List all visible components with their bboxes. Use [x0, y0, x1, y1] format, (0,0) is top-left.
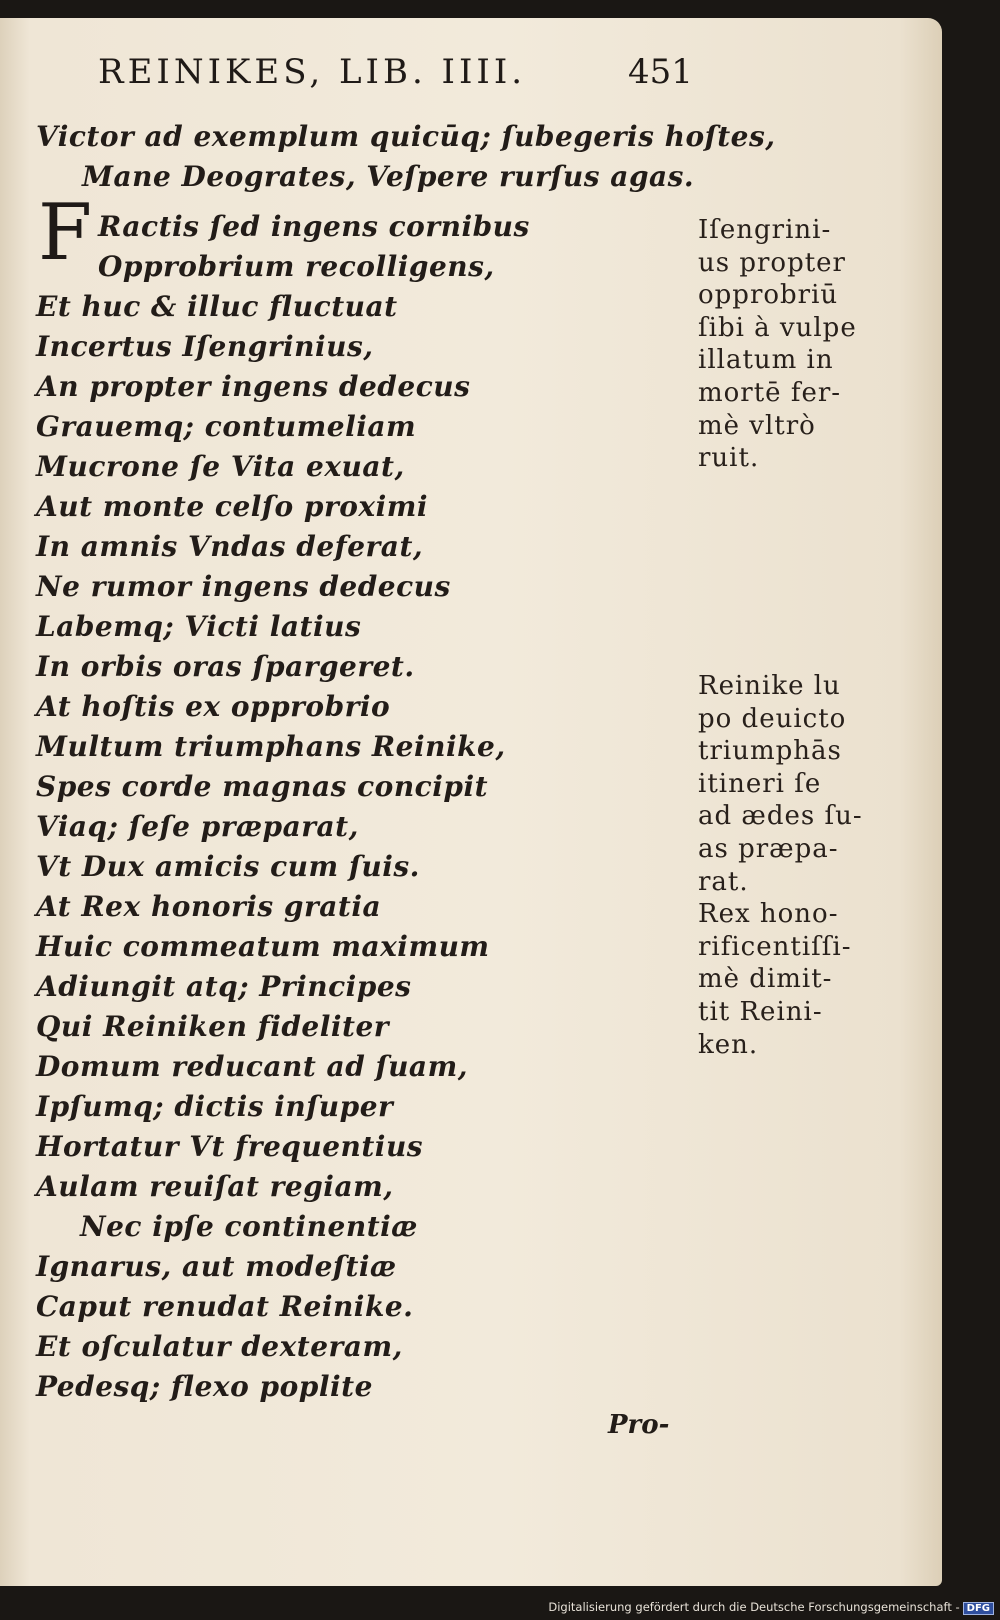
poem-line: Adiungit atq; Principes: [36, 970, 412, 1003]
margin-note-line: rificentiſſi-: [698, 931, 852, 962]
margin-note-line: po deuicto: [698, 703, 847, 734]
poem-line: At Rex honoris gratia: [36, 890, 382, 923]
poem-line: Et huc & illuc fluctuat: [36, 290, 398, 323]
poem-line: Ipſumq; dictis inſuper: [36, 1090, 394, 1123]
margin-note-line: itineri ſe: [698, 768, 822, 799]
margin-note-line: as præpa-: [698, 833, 839, 864]
poem-line: Aulam reuiſat regiam,: [36, 1170, 394, 1203]
margin-note-line: ſibi à vulpe: [698, 312, 857, 343]
folio-number: 451: [628, 52, 693, 92]
top-verse-line: Mane Deogrates, Veſpere rurſus agas.: [82, 160, 695, 193]
poem-line: Incertus Iſengrinius,: [36, 330, 374, 363]
poem-line: Spes corde magnas concipit: [36, 770, 489, 803]
poem-line: Huic commeatum maximum: [36, 930, 490, 963]
poem-line: At hoſtis ex opprobrio: [36, 690, 391, 723]
poem-line: Hortatur Vt frequentius: [36, 1130, 424, 1163]
poem-line: In orbis oras ſpargeret.: [36, 650, 415, 683]
poem-line: Ignarus, aut modeſtiæ: [36, 1250, 397, 1283]
poem-line: Mucrone ſe Vita exuat,: [36, 450, 405, 483]
margin-note-line: illatum in: [698, 345, 834, 376]
poem-line: Pedesq; flexo poplite: [36, 1370, 373, 1403]
poem-line: Nec ipſe continentiæ: [80, 1210, 418, 1243]
poem-line: Domum reducant ad ſuam,: [36, 1050, 468, 1083]
margin-note-reinike: [698, 670, 878, 1061]
poem-line: Et oſculatur dexteram,: [36, 1330, 403, 1363]
margin-note-isengrinius: [698, 214, 878, 475]
margin-note-line: opprobriū: [698, 280, 839, 311]
poem-line: Multum triumphans Reinike,: [36, 730, 506, 763]
drop-capital: F: [38, 188, 93, 278]
poem-line: Labemq; Victi latius: [36, 610, 362, 643]
running-head: [98, 52, 698, 92]
poem-line: An propter ingens dedecus: [36, 370, 471, 403]
poem-line: Ractis ſed ingens cornibus: [98, 210, 530, 243]
margin-note-line: Iſengrini-: [698, 215, 832, 245]
margin-note-line: us propter: [698, 247, 846, 278]
margin-note-line: mè vltrò: [698, 410, 816, 441]
margin-note-line: mortē fer-: [698, 377, 842, 408]
margin-note-line: rat.: [698, 866, 749, 897]
poem-line: In amnis Vndas deferat,: [36, 530, 424, 563]
dfg-logo: DFG: [963, 1602, 994, 1615]
poem-line: Aut monte celſo proximi: [36, 490, 428, 523]
digitization-footer: [548, 1600, 994, 1615]
margin-note-line: mè dimit-: [698, 964, 833, 995]
margin-note-line: ken.: [698, 1029, 759, 1060]
margin-note-line: Reinike lu: [698, 671, 841, 701]
footer-text: Digitalisierung gefördert durch die Deutsche Forschungsgemeinschaft -: [548, 1600, 960, 1614]
catchword: Pro-: [608, 1410, 670, 1440]
poem-line: Ne rumor ingens dedecus: [36, 570, 451, 603]
margin-note-line: Rex hono-: [698, 899, 839, 930]
running-title: REINIKES, LIB. IIII.: [98, 52, 527, 92]
margin-note-line: tit Reini-: [698, 996, 823, 1027]
poem-line: Grauemq; contumeliam: [36, 410, 417, 443]
book-page: [0, 18, 942, 1586]
poem-line: Qui Reiniken fideliter: [36, 1010, 390, 1043]
margin-note-line: ad ædes ſu-: [698, 801, 863, 832]
poem-line: Vt Dux amicis cum ſuis.: [36, 850, 420, 883]
margin-note-line: ruit.: [698, 443, 760, 474]
margin-note-line: triumphās: [698, 736, 842, 767]
poem-line: Caput renudat Reinike.: [36, 1290, 414, 1323]
poem-line: Viaq; ſeſe præparat,: [36, 810, 359, 843]
poem-line: Opprobrium recolligens,: [98, 250, 495, 283]
top-verse-line: Victor ad exemplum quicūq; ſubegeris hoſtes,: [36, 120, 776, 153]
